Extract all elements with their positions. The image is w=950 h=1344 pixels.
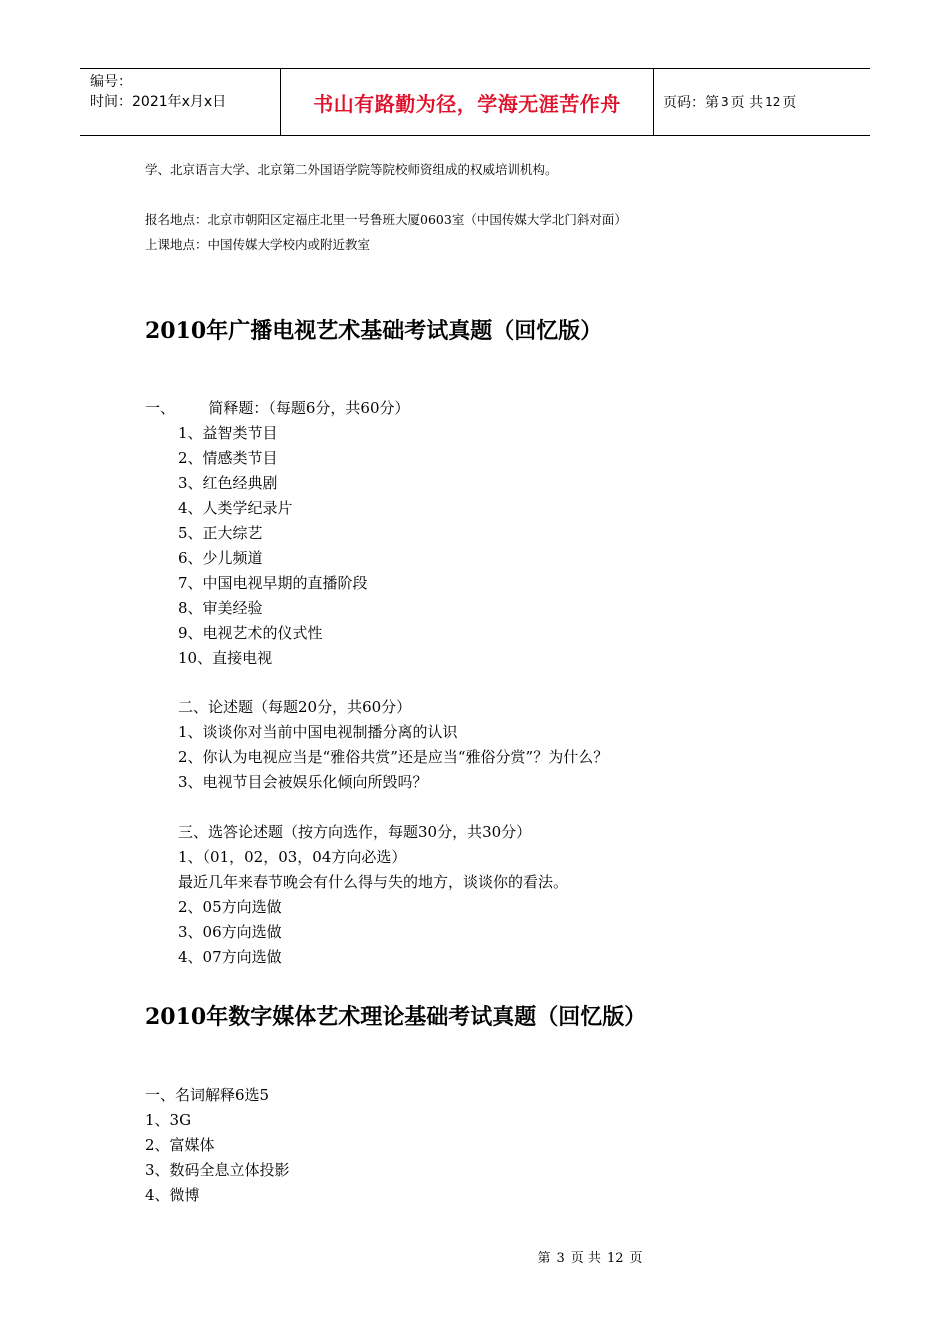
- page-suffix: 页: [782, 95, 797, 111]
- list-item: 10、直接电视: [178, 649, 273, 667]
- list-item: 8、审美经验: [178, 599, 263, 617]
- page-prefix: 页码：第: [663, 95, 719, 111]
- list-item: 4、07方向选做: [178, 948, 282, 966]
- page-total: 12: [765, 95, 781, 109]
- section2-title: 2010年数字媒体艺术理论基础考试真题（回忆版）: [145, 1004, 647, 1030]
- list-item: 4、微博: [145, 1186, 200, 1204]
- list-item: 7、中国电视早期的直播阶段: [178, 574, 368, 592]
- list-item: 4、人类学纪录片: [178, 499, 293, 517]
- footer-mid: 页 共: [570, 1251, 601, 1266]
- serial-label: 编号：: [90, 74, 132, 90]
- section1-part2-title: 二、论述题（每题20分，共60分）: [178, 698, 412, 716]
- list-item: 1、3G: [145, 1111, 192, 1129]
- footer-prefix: 第: [537, 1251, 551, 1266]
- intro-line-3: 上课地点：中国传媒大学校内或附近教室: [145, 237, 371, 252]
- header-page-info: [654, 69, 870, 135]
- list-item: 1、（01，02，03，04方向必选）: [178, 848, 407, 866]
- section1-title: 2010年广播电视艺术基础考试真题（回忆版）: [145, 318, 603, 344]
- page-current: 3: [721, 95, 729, 109]
- page-mid: 页 共: [730, 95, 764, 111]
- time-label: 时间：2021年x月x日: [90, 94, 227, 110]
- page-header: [80, 68, 870, 136]
- list-item: 9、电视艺术的仪式性: [178, 624, 323, 642]
- list-item: 3、数码全息立体投影: [145, 1161, 290, 1179]
- list-item: 1、益智类节目: [178, 424, 278, 442]
- list-item: 5、正大综艺: [178, 524, 263, 542]
- footer-total: 12: [606, 1251, 624, 1266]
- footer-current: 3: [556, 1251, 565, 1266]
- section2-part1-title: 一、名词解释6选5: [145, 1086, 270, 1104]
- list-item: 3、电视节目会被娱乐化倾向所毁吗？: [178, 773, 428, 791]
- header-motto: 书山有路勤为径，学海无涯苦作舟: [281, 69, 654, 135]
- list-item: 2、情感类节目: [178, 449, 278, 467]
- list-item: 3、06方向选做: [178, 923, 282, 941]
- list-item: 3、红色经典剧: [178, 474, 278, 492]
- list-item: 2、你认为电视应当是“雅俗共赏”还是应当“雅俗分赏”？为什么？: [178, 748, 609, 766]
- list-item: 2、富媒体: [145, 1136, 215, 1154]
- section1-part3-title: 三、选答论述题（按方向选作，每题30分，共30分）: [178, 823, 532, 841]
- footer-suffix: 页: [629, 1251, 643, 1266]
- list-item: 1、谈谈你对当前中国电视制播分离的认识: [178, 723, 458, 741]
- list-item: 2、05方向选做: [178, 898, 282, 916]
- list-item: 6、少儿频道: [178, 549, 263, 567]
- list-item: 最近几年来春节晚会有什么得与失的地方，谈谈你的看法。: [178, 873, 569, 891]
- intro-line-1: 学、北京语言大学、北京第二外国语学院等院校师资组成的权威培训机构。: [145, 162, 558, 177]
- page-footer: [0, 1247, 950, 1266]
- header-meta: [80, 69, 281, 135]
- section1-part1-title: 一、 简释题：（每题6分，共60分）: [145, 399, 410, 417]
- intro-line-2: 报名地点：北京市朝阳区定福庄北里一号鲁班大厦0603室（中国传媒大学北门斜对面）: [145, 212, 627, 227]
